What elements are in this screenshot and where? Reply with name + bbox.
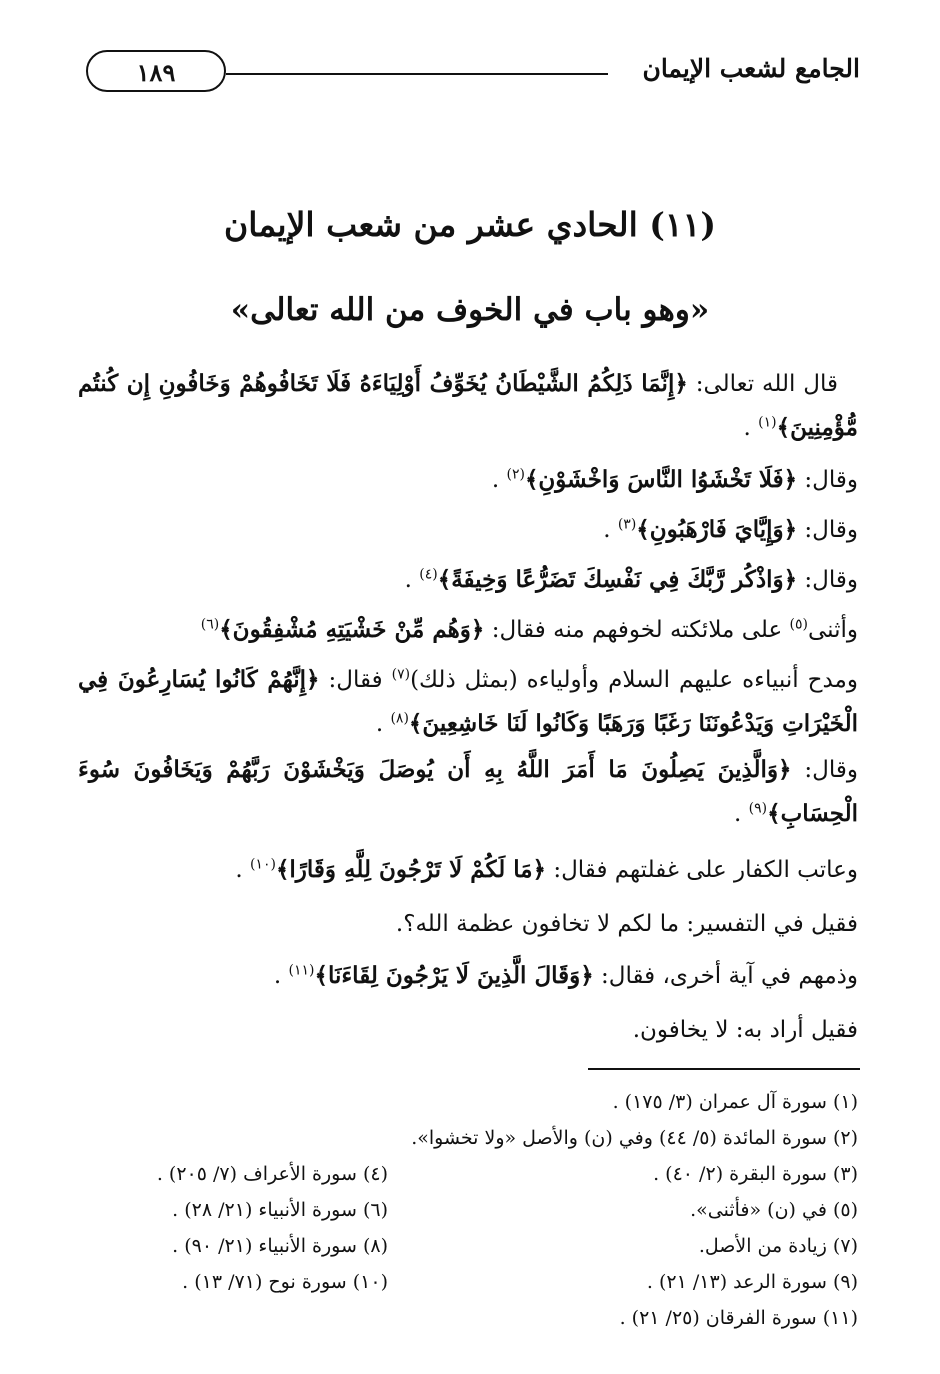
footnote-ref: (٢) — [506, 466, 525, 483]
paragraph-text: وقال: — [791, 757, 858, 783]
paragraph-text: فقال: — [319, 667, 392, 693]
quran-quote: ﴿وَهُم مِّنْ خَشْيَتِهِ مُشْفِقُونَ﴾ — [219, 616, 485, 643]
paragraph-text: وقال: — [797, 517, 858, 543]
quran-quote: ﴿إِنَّمَا ذَلِكُمُ الشَّيْطَانُ يُخَوِّفُ أَوْلِيَاءَهُ فَلَا تَخَافُوهُمْ وَخَافُونِ إِن كُنتُم مُّؤْمِنِينَ﴾ — [78, 370, 858, 441]
quran-quote: ﴿فَلَا تَخْشَوُا النَّاسَ وَاخْشَوْنِ﴾ — [524, 466, 798, 493]
paragraph-text: وذمهم في آية أخرى، فقال: — [593, 963, 858, 989]
footnote-5: (٥) في (ن) «فأثنى». — [690, 1199, 858, 1221]
paragraph-11 — [633, 1008, 858, 1052]
paragraph-1 — [78, 362, 858, 450]
footnote-6: (٦) سورة الأنبياء (٢١/ ٢٨) . — [172, 1199, 388, 1221]
footnote-2: (٢) سورة المائدة (٥/ ٤٤) وفي (ن) والأصل «ولا تخشوا». — [411, 1127, 858, 1149]
paragraph-end: . — [235, 857, 250, 883]
paragraph-text: على ملائكته لخوفهم منه فقال: — [484, 617, 790, 643]
paragraph-text: فقيل أراد به: لا يخافون. — [632, 1017, 858, 1043]
footnote-ref: (٧) — [391, 666, 411, 683]
quran-quote: ﴿إِنَّهُمْ كَانُوا يُسَارِعُونَ فِي الْخَيْرَاتِ وَيَدْعُونَنَا رَغَبًا وَرَهَبًا وَكَانُوا لَنَا خَاشِعِينَ﴾ — [78, 666, 858, 737]
paragraph-text: وعاتب الكفار على غفلتهم فقال: — [546, 857, 858, 883]
footnote-ref: (١) — [758, 414, 777, 431]
paragraph-4 — [405, 558, 858, 602]
quran-quote: ﴿وَاذْكُر رَّبَّكَ فِي نَفْسِكَ تَضَرُّعًا وَخِيفَةً﴾ — [437, 566, 798, 593]
footnote-ref: (١١) — [288, 962, 315, 979]
footnote-ref: (٨) — [390, 710, 409, 727]
paragraph-3 — [603, 508, 858, 552]
paragraph-text: فقيل في التفسير: ما لكم لا تخافون عظمة الله؟. — [395, 911, 858, 937]
header-rule — [226, 73, 608, 75]
quran-quote: ﴿وَإِيَّايَ فَارْهَبُونِ﴾ — [636, 516, 798, 543]
paragraph-end: . — [603, 517, 618, 543]
footnote-ref: (١٠) — [249, 856, 276, 873]
section-title: «وهو باب في الخوف من الله تعالى» — [230, 292, 710, 328]
paragraph-end: . — [375, 711, 391, 737]
quran-quote: ﴿وَقَالَ الَّذِينَ لَا يَرْجُونَ لِقَاءَنَا﴾ — [314, 962, 594, 989]
paragraph-5 — [201, 608, 858, 652]
paragraph-text: وقال: — [797, 467, 858, 493]
paragraph-2 — [492, 458, 858, 502]
paragraph-8 — [235, 848, 858, 892]
paragraph-text: ومدح أنبياءه عليهم السلام وأولياءه (بمثل ذلك) — [410, 667, 858, 693]
chapter-title: (١١) الحادي عشر من شعب الإيمان — [224, 205, 716, 244]
paragraph-text: قال الله تعالى: — [687, 371, 839, 397]
footnote-7: (٧) زيادة من الأصل. — [698, 1235, 858, 1257]
page-number: ١٨٩ — [86, 50, 226, 92]
paragraph-end: . — [491, 467, 507, 493]
footnote-4: (٤) سورة الأعراف (٧/ ٢٠٥) . — [156, 1163, 388, 1185]
paragraph-6 — [78, 658, 858, 746]
paragraph-end: . — [734, 801, 749, 827]
paragraph-end: . — [273, 963, 289, 989]
paragraph-10 — [274, 954, 858, 998]
footnote-10: (١٠) سورة نوح (٧١/ ١٣) . — [182, 1271, 388, 1293]
footnote-ref: (٣) — [617, 516, 637, 533]
paragraph-end: . — [743, 415, 759, 441]
footnote-ref: (٩) — [748, 800, 768, 817]
footnote-9: (٩) سورة الرعد (١٣/ ٢١) . — [646, 1271, 858, 1293]
paragraph-text: وأثنى — [807, 617, 858, 643]
paragraph-text: وقال: — [797, 567, 858, 593]
quran-quote: ﴿وَالَّذِينَ يَصِلُونَ مَا أَمَرَ اللَّهُ بِهِ أَن يُوصَلَ وَيَخْشَوْنَ رَبَّهُمْ وَيَخَافُونَ سُوءَ الْحِسَابِ﴾ — [78, 756, 858, 827]
paragraph-9 — [396, 902, 858, 946]
running-header — [80, 48, 860, 100]
footnote-3: (٣) سورة البقرة (٢/ ٤٠) . — [653, 1163, 858, 1185]
quran-quote: ﴿مَا لَكُمْ لَا تَرْجُونَ لِلَّهِ وَقَارًا﴾ — [275, 856, 547, 883]
footnote-8: (٨) سورة الأنبياء (٢١/ ٩٠) . — [172, 1235, 388, 1257]
footnote-separator — [588, 1068, 860, 1070]
footnote-1: (١) سورة آل عمران (٣/ ١٧٥) . — [612, 1091, 858, 1113]
paragraph-end: . — [404, 567, 420, 593]
footnote-11: (١١) سورة الفرقان (٢٥/ ٢١) . — [619, 1307, 858, 1329]
paragraph-7 — [78, 748, 858, 836]
footnote-ref: (٥) — [789, 616, 808, 633]
footnote-ref: (٤) — [419, 566, 438, 583]
footnote-ref: (٦) — [200, 616, 220, 633]
running-title: الجامع لشعب الإيمان — [642, 54, 860, 83]
